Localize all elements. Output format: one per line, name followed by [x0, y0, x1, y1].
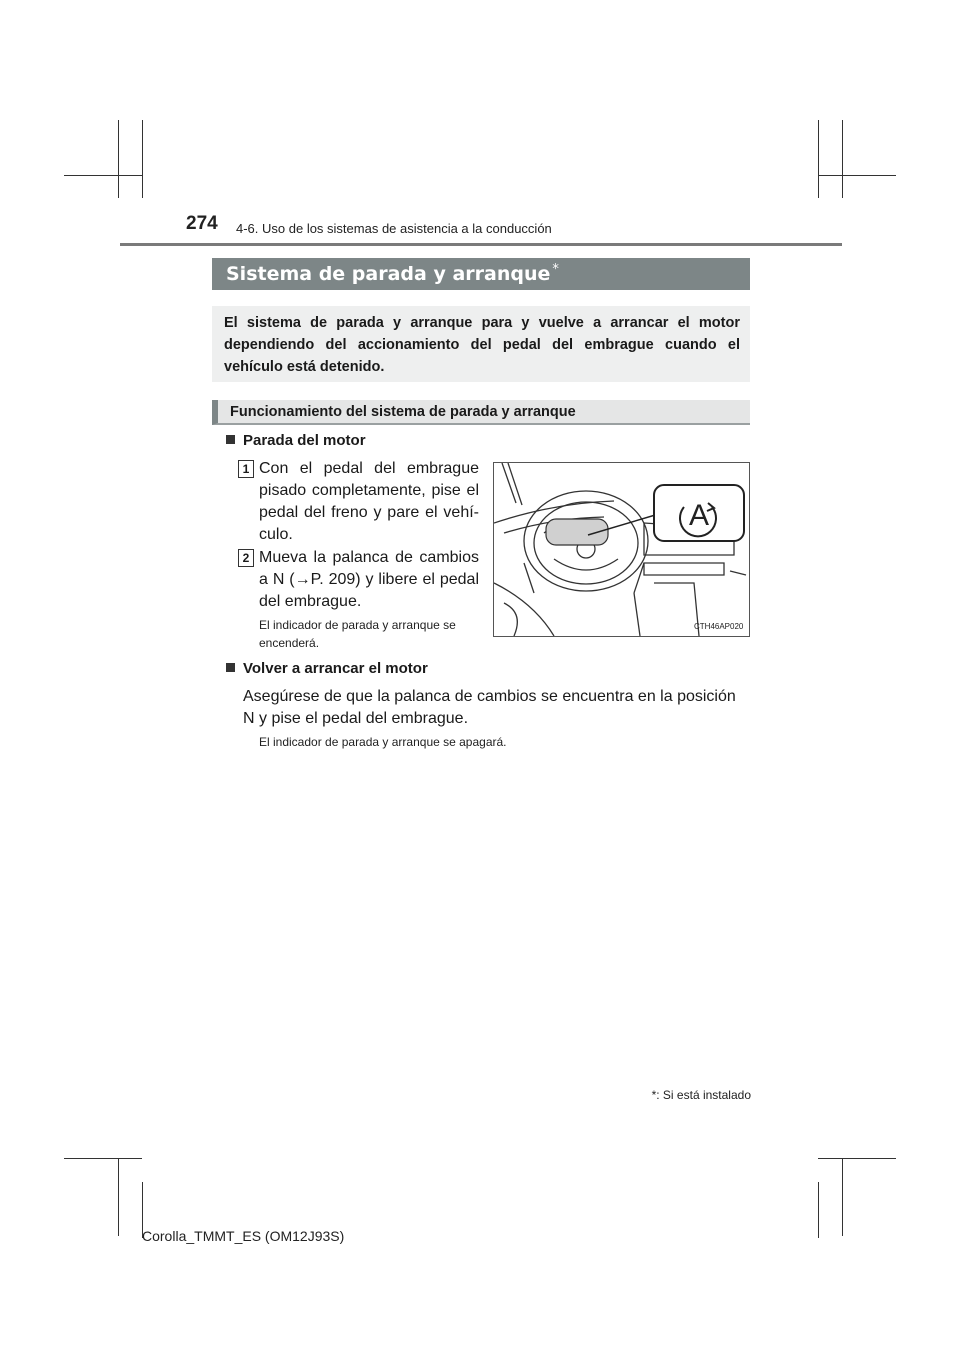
figure-code: CTH46AP020 [694, 622, 744, 631]
bullet-heading-text: Parada del motor [243, 432, 366, 449]
restart-text: Asegúrese de que la palanca de cambios se encuentra en la posición N y pise el pedal del embrague. [243, 688, 736, 727]
square-bullet-icon [226, 435, 235, 444]
footer-doc-id: Corolla_TMMT_ES (OM12J93S) [142, 1228, 345, 1244]
step-text-1: Con el pedal del embrague pisado completamente, pise el pedal del freno y pare el vehí-culo. [259, 460, 479, 543]
dashboard-drawing [494, 463, 749, 636]
footnote: *: Si está instalado [651, 1088, 751, 1102]
dashboard-illustration [493, 462, 750, 637]
figure-callout-letter: A [688, 499, 710, 532]
page-title-text: Sistema de parada y arranque [226, 263, 551, 285]
page-number: 274 [186, 213, 218, 234]
page-title [212, 258, 750, 290]
restart-note: El indicador de parada y arranque se apagará. [259, 735, 507, 749]
bullet-heading-restart [226, 660, 428, 677]
step-number-2: 2 [238, 549, 254, 567]
bullet-heading-text: Volver a arrancar el motor [243, 660, 428, 677]
step-text-2: Mueva la palanca de cambios a N (→P. 209) y libere el pedal del embrague. [259, 549, 479, 610]
header-divider [120, 243, 842, 246]
bullet-heading-stop [226, 432, 366, 449]
section-title: 4-6. Uso de los sistemas de asistencia a la conducción [236, 221, 552, 236]
step-number-1: 1 [238, 460, 254, 478]
square-bullet-icon [226, 663, 235, 672]
intro-box: El sistema de parada y arranque para y vuelve a arrancar el motor dependiendo del accionamiento del pedal del embrague cuando el vehículo está detenido. [212, 306, 750, 382]
asterisk-icon: * [552, 261, 559, 277]
subheading: Funcionamiento del sistema de parada y arranque [212, 400, 750, 425]
stop-note: El indicador de parada y arranque se encenderá. [259, 618, 456, 650]
